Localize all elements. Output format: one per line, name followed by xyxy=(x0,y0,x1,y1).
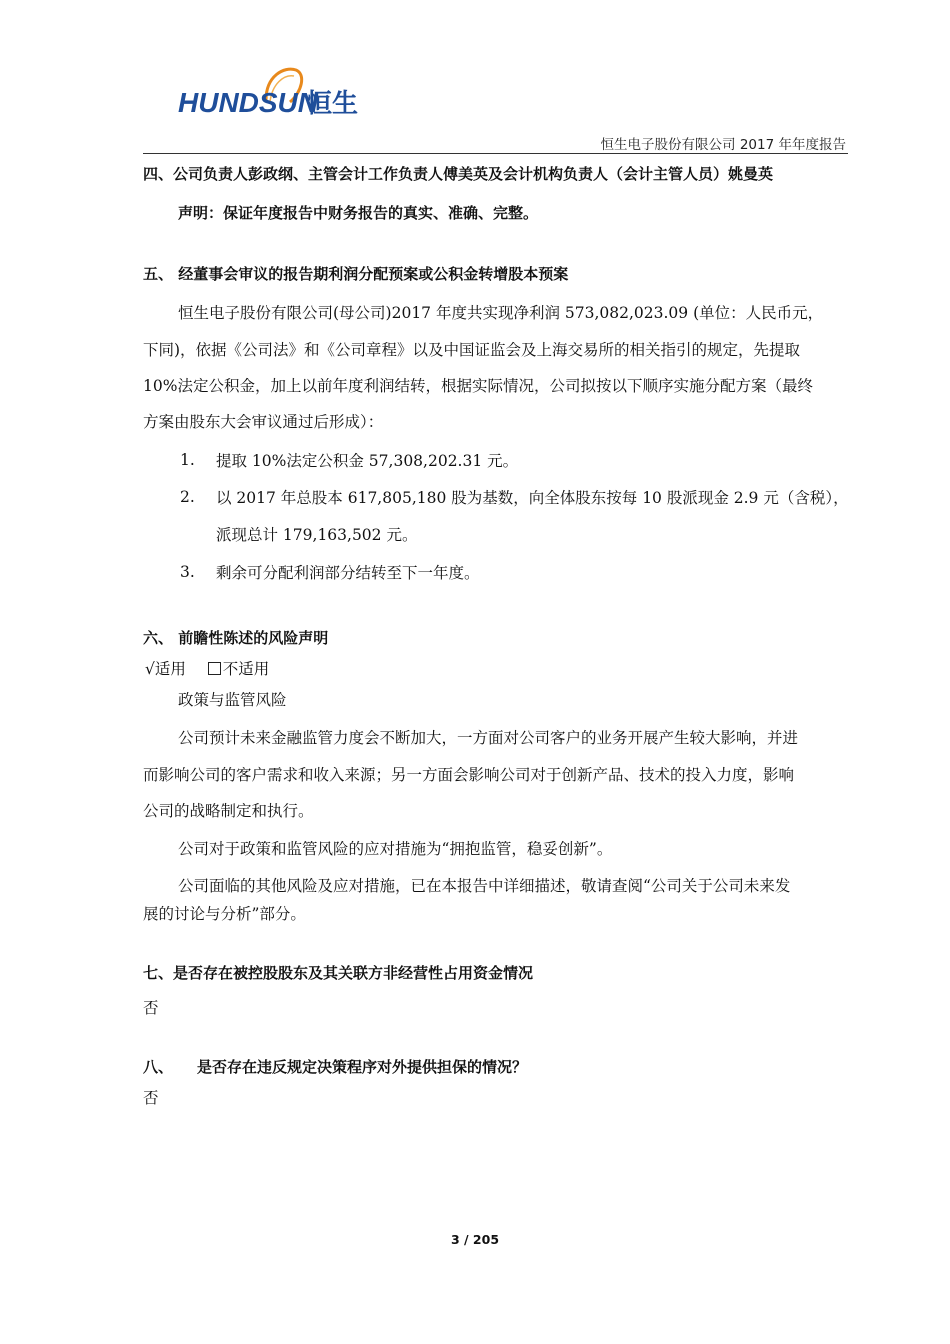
applicability-row xyxy=(145,659,269,679)
list-item-number: 2. xyxy=(180,488,195,506)
section-8-answer: 否 xyxy=(143,1089,159,1107)
header-divider xyxy=(143,153,848,154)
section-7-heading: 七、是否存在被控股股东及其关联方非经营性占用资金情况 xyxy=(143,964,534,982)
section-4-line-1: 四、公司负责人彭政纲、主管会计工作负责人傅美英及会计机构负责人（会计主管人员）姚曼英 xyxy=(143,165,774,183)
risk-subtitle: 政策与监管风险 xyxy=(178,691,287,709)
risk-para-line: 公司的战略制定和执行。 xyxy=(143,802,314,820)
page-number: 3 / 205 xyxy=(450,1232,500,1247)
not-applicable-option: 不适用 xyxy=(222,660,270,678)
list-item-number: 1. xyxy=(180,451,195,469)
list-item-number: 3. xyxy=(180,563,195,581)
section-8-heading: 是否存在违反规定决策程序对外提供担保的情况？ xyxy=(197,1058,528,1076)
logo-text-cn: 恒生 xyxy=(306,89,359,119)
section-4-line-2: 声明：保证年度报告中财务报告的真实、准确、完整。 xyxy=(178,204,539,222)
hundsun-logo-graphic xyxy=(178,62,368,132)
checkbox-icon xyxy=(208,662,221,675)
section-8-number: 八、 xyxy=(143,1058,174,1076)
list-item-text: 剩余可分配利润部分结转至下一年度。 xyxy=(216,564,480,582)
section-5-para-line: 下同)，依据《公司法》和《公司章程》以及中国证监会及上海交易所的相关指引的规定，先提取 xyxy=(143,341,801,359)
risk-para-line: 而影响公司的客户需求和收入来源；另一方面会影响公司对于创新产品、技术的投入力度，影响 xyxy=(143,766,795,784)
other-risk-line: 公司面临的其他风险及应对措施，已在本报告中详细描述，敬请查阅“公司关于公司未来发 xyxy=(178,877,791,895)
logo-text-en: HUNDSUN xyxy=(178,87,318,118)
section-7-answer: 否 xyxy=(143,999,159,1017)
other-risk-line: 展的讨论与分析”部分。 xyxy=(143,905,306,923)
risk-response-line: 公司对于政策和监管风险的应对措施为“拥抱监管，稳妥创新”。 xyxy=(178,840,613,858)
section-6-heading: 六、 前瞻性陈述的风险声明 xyxy=(143,629,329,647)
list-item-text: 以 2017 年总股本 617,805,180 股为基数，向全体股东按每 10 股派现金 2.9 元（含税）， xyxy=(216,489,849,507)
applicable-option: √适用 xyxy=(145,660,186,678)
section-5-para-line: 10%法定公积金，加上以前年度利润结转，根据实际情况，公司拟按以下顺序实施分配方案（最终 xyxy=(143,377,813,395)
section-5-para-line: 恒生电子股份有限公司(母公司)2017 年度共实现净利润 573,082,023.09 (单位：人民币元， xyxy=(178,304,824,322)
list-item-text: 提取 10%法定公积金 57,308,202.31 元。 xyxy=(216,452,519,470)
risk-para-line: 公司预计未来金融监管力度会不断加大，一方面对公司客户的业务开展产生较大影响，并进 xyxy=(178,729,799,747)
section-5-heading: 五、 经董事会审议的报告期利润分配预案或公积金转增股本预案 xyxy=(143,265,569,283)
report-title: 恒生电子股份有限公司 2017 年年度报告 xyxy=(600,137,846,153)
list-item-text-continued: 派现总计 179,163,502 元。 xyxy=(216,526,418,544)
hundsun-logo xyxy=(178,62,368,132)
section-5-para-line: 方案由股东大会审议通过后形成）： xyxy=(143,413,384,431)
